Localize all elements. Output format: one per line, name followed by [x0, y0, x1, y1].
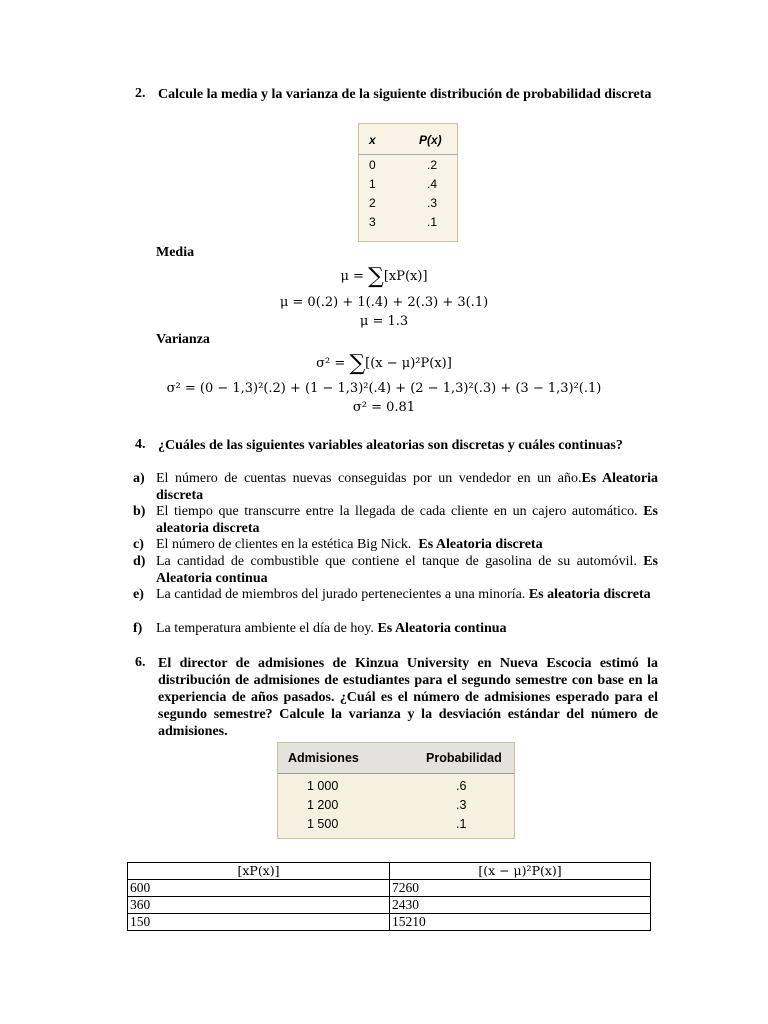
table-cell: .1 [456, 817, 467, 831]
item-text: El tiempo que transcurre entre la llegada de cada cliente en un cajero automático. [156, 504, 638, 519]
table-cell: 150 [128, 914, 390, 931]
item-text: El número de clientes en la estética Big Nick. [156, 537, 412, 552]
item-text: El número de cuentas nuevas conseguidas por un vendedor en un año. [156, 471, 582, 486]
question-4-number: 4. [135, 437, 146, 452]
media-result: μ = 1.3 [359, 314, 409, 329]
list-item [156, 504, 658, 537]
item-text: La cantidad de miembros del jurado pertenecientes a una minoría. [156, 587, 526, 602]
list-item [156, 537, 658, 554]
varianza-formula-sum-lhs: σ² = [316, 356, 346, 371]
summation-icon: ∑ [349, 351, 366, 376]
varianza-formula-sum [0, 351, 768, 376]
table-cell: 600 [128, 880, 390, 897]
media-label: Media [156, 245, 195, 260]
item-answer: Es Aleatoria discreta [418, 537, 543, 552]
table-cell: 1 [369, 177, 376, 191]
table-cell: .1 [427, 215, 438, 229]
media-formula-sum-rhs: [xP(x)] [383, 269, 428, 284]
column-header-px: P(x) [419, 133, 442, 147]
question-6-number: 6. [135, 655, 146, 670]
table-cell: .6 [456, 779, 467, 793]
table-cell: .4 [427, 177, 438, 191]
varianza-result: σ² = 0.81 [352, 400, 416, 415]
column-header-probabilidad: Probabilidad [426, 751, 502, 765]
table-cell: 1 200 [307, 798, 339, 812]
table-cell: 1 500 [307, 817, 339, 831]
item-answer: Es Aleatoria discreta [156, 471, 658, 503]
item-text: La temperatura ambiente el día de hoy. [156, 621, 374, 636]
question-4-title: ¿Cuáles de las siguientes variables aleatorias son discretas y cuáles continuas? [158, 438, 623, 453]
probability-table-q2 [358, 123, 458, 242]
item-letter: a) [133, 471, 145, 486]
table-cell: .3 [427, 196, 438, 210]
item-text: La cantidad de combustible que contiene el tanque de gasolina de su automóvil. [156, 554, 637, 569]
item-letter: b) [133, 504, 146, 519]
table-cell: 2 [369, 196, 376, 210]
varianza-formula-expanded: σ² = (0 − 1,3)²(.2) + (1 − 1,3)²(.4) + (2 − 1,3)²(.3) + (3 − 1,3)²(.1) [166, 381, 602, 396]
item-letter: d) [133, 554, 146, 569]
item-answer: Es aleatoria discreta [528, 587, 651, 602]
question-2-title: Calcule la media y la varianza de la siguiente distribución de probabilidad discreta [158, 87, 652, 102]
varianza-formula-sum-rhs: [(x − μ)²P(x)] [365, 356, 452, 371]
item-answer: Es Aleatoria continua [156, 554, 659, 586]
table-header [278, 743, 514, 774]
item-letter: c) [133, 537, 144, 552]
list-item [156, 621, 658, 638]
column-header-admisiones: Admisiones [288, 751, 359, 765]
table-row [128, 880, 651, 897]
table-header [359, 124, 457, 155]
table-cell: 3 [369, 215, 376, 229]
column-header-xpx: [xP(x)] [128, 863, 390, 880]
column-header-x: x [369, 133, 376, 147]
item-answer: Es Aleatoria continua [377, 621, 507, 636]
table-cell: 0 [369, 158, 376, 172]
results-table [127, 862, 651, 931]
table-cell: 1 000 [307, 779, 339, 793]
table-row [128, 914, 651, 931]
table-cell: 7260 [390, 880, 651, 897]
table-cell: .3 [456, 798, 467, 812]
media-formula-sum-lhs: μ = [340, 269, 364, 284]
table-cell: 360 [128, 897, 390, 914]
media-formula-sum [0, 264, 768, 289]
varianza-label: Varianza [156, 332, 210, 347]
table-cell: .2 [427, 158, 438, 172]
media-formula-expanded: μ = 0(.2) + 1(.4) + 2(.3) + 3(.1) [279, 295, 489, 310]
table-header-row [128, 863, 651, 880]
list-item [156, 587, 658, 604]
item-letter: f) [133, 621, 143, 636]
table-cell: 2430 [390, 897, 651, 914]
list-item [156, 554, 658, 587]
item-letter: e) [133, 587, 144, 602]
table-row [128, 897, 651, 914]
item-answer: Es aleatoria discreta [156, 504, 659, 536]
question-6-title: El director de admisiones de Kinzua University en Nueva Escocia estimó la distribución de admisiones de estudiantes para el segundo semestre con base en la experiencia de años pasados. ¿Cuál es el número de admisiones esperado para el segundo semestre? Calcule la varianza y la desviación estándar del número de admisiones. [158, 656, 658, 739]
question-2-number: 2. [135, 86, 146, 101]
summation-icon: ∑ [368, 264, 384, 289]
table-cell: 15210 [390, 914, 651, 931]
column-header-variance-term: [(x − μ)²P(x)] [390, 863, 651, 880]
admissions-table [277, 742, 515, 839]
list-item [156, 471, 658, 504]
